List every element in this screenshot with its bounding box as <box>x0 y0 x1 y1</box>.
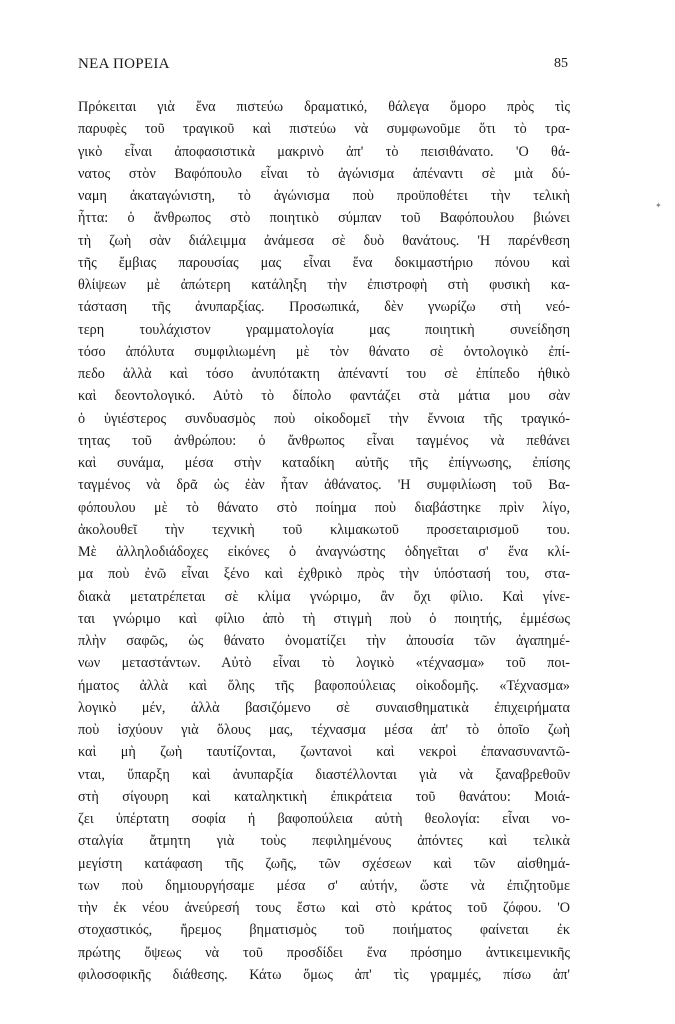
text-line: πρώτης ὄψεως νὰ τοῦ προσδίδει ἕνα πρόσημο ἀντικειμενικῆς <box>78 944 570 961</box>
text-line: στοχαστικός, ἤρεμος βηματισμὸς τοῦ ποιήματος φαίνεται ἐκ <box>78 922 570 939</box>
running-header <box>78 56 568 80</box>
text-line: ἧττα: ὁ ἄνθρωπος στὸ ποιητικὸ σύμπαν τοῦ Βαφόπουλου βιώνει <box>78 210 570 227</box>
text-line: μα ποὺ ἐνῶ εἶναι ξένο καὶ ἐχθρικὸ πρὸς τὴν ὑπόστασή του, στα- <box>78 566 570 583</box>
text-line: τῆς ἔμβιας παρουσίας μας εἶναι ἕνα δοκιμαστήριο πόνου καὶ <box>78 254 570 271</box>
text-line: γικὸ εἶναι ἀποφασιστικὰ μακρινὸ ἀπ' τὸ πεισιθάνατο. 'Ο θά- <box>78 143 570 160</box>
text-line: Πρόκειται γιὰ ἕνα πιστεύω δραματικό, θάλεγα ὅμορο πρὸς τὶς <box>78 99 570 115</box>
text-line: ήματος ἀλλὰ καὶ ὅλης τῆς βαφοπούλειας οἰκοδομῆς. «Τέχνασμα» <box>78 677 570 694</box>
text-line: τόσο ἀπόλυτα συμφιλιωμένη μὲ τὸν θάνατο σὲ ὀντολογικὸ ἐπί- <box>78 343 570 360</box>
text-line: ὁ ὑγιέστερος συνδυασμὸς ποὺ οἰκοδομεῖ τὴν ἔννοια τῆς τραγικό- <box>78 410 570 427</box>
text-line: διακὰ μετατρέπεται σὲ κλίμα γνώριμο, ἂν ὄχι φίλιο. Καὶ γίνε- <box>78 588 570 605</box>
text-line: ἀκολουθεῖ τὴν τεχνικὴ τοῦ κλιμακωτοῦ προσεταιρισμοῦ του. <box>78 521 570 538</box>
text-line: ταγμένος νὰ δρᾶ ὡς ἐὰν ἦταν ἀθάνατος. 'Η συμφιλίωση τοῦ Βα- <box>78 477 570 494</box>
text-line: σταλγία ἄτμητη γιὰ τοὺς πεφιλημένους ἀπόντες καὶ τελικὰ <box>78 833 570 850</box>
text-line: ναμη ἀκαταγώνιστη, τὸ ἀγώνισμα ποὺ προϋποθέτει τὴν τελικὴ <box>78 188 570 204</box>
text-line: στὴ σίγουρη καὶ καταληκτικὴ ἐπικράτεια τοῦ θανάτου: Μοιά- <box>78 788 570 805</box>
text-line: τὴ ζωὴ σὰν διάλειμμα ἀνάμεσα σὲ δυὸ θανάτους. 'Η παρένθεση <box>78 232 570 249</box>
text-line: καὶ συνάμα, μέσα στὴν καταδίκη αὐτῆς τῆς ἐπίγνωσης, ἐπίσης <box>78 455 570 471</box>
text-line: πεδο ἀλλὰ καὶ τόσο ἀνυπότακτη ἀπέναντί του σὲ ἐπίπεδο ἠθικὸ <box>78 366 570 382</box>
margin-speck-mark: ✦ <box>655 201 662 210</box>
text-line: πλὴν σαφῶς, ὡς θάνατο ὀνοματίζει τὴν ἀπουσία τῶν ἀγαπημέ- <box>78 633 570 649</box>
text-line: φιλοσοφικῆς διάθεσης. Κάτω ὅμως ἀπ' τὶς γραμμές, πίσω ἀπ' <box>78 966 570 983</box>
text-line: ται γνώριμο καὶ φίλιο ἀπὸ τὴ στιγμὴ ποὺ ὁ ποιητής, ἐμμέσως <box>78 610 570 627</box>
text-line: παρυφὲς τοῦ τραγικοῦ καὶ πιστεύω νὰ συμφωνοῦμε ὅτι τὸ τρα- <box>78 121 570 138</box>
text-line: καὶ δεοντολογικό. Αὐτὸ τὸ δίπολο φαντάζει στὰ μάτια μου σὰν <box>78 388 570 405</box>
text-line: τερη τουλάχιστον γραμματολογία μας ποιητικὴ συνείδηση <box>78 321 570 338</box>
text-line: νατος στὸν Βαφόπουλο εἶναι τὸ ἀγώνισμα ἀπέναντι σὲ μιὰ δύ- <box>78 165 570 182</box>
text-line: φόπουλου μὲ τὸ θάνατο στὸ ποίημα ποὺ διαβάστηκε πρὶν λίγο, <box>78 499 570 516</box>
text-line: νων μεταστάντων. Αὐτὸ εἶναι τὸ λογικὸ «τέχνασμα» τοῦ ποι- <box>78 655 570 672</box>
text-line: καὶ μὴ ζωὴ ταυτίζονται, ζωντανοὶ καὶ νεκροὶ ἐπανασυναντῶ- <box>78 744 570 761</box>
text-line: Μὲ ἀλληλοδιάδοχες εἰκόνες ὁ ἀναγνώστης ὁδηγεῖται σ' ἕνα κλί- <box>78 544 570 560</box>
text-line: τὴν ἐκ νέου ἀνεύρεσή τους ἔστω καὶ στὸ κράτος τοῦ ζόφου. 'Ο <box>78 900 570 916</box>
page-number: 85 <box>554 56 568 71</box>
text-line: ποὺ ἰσχύουν γιὰ ὅλους μας, τέχνασμα μέσα ἀπ' τὸ ὁποῖο ζωὴ <box>78 722 570 738</box>
text-line: ζει ὑπέρτατη σοφία ἡ βαφοπούλεια αὐτὴ θεολογία: εἶναι νο- <box>78 811 570 827</box>
body-text <box>78 96 570 986</box>
text-line: θλίψεων μὲ ἀπώτερη κατάληξη τὴν ἐπιστροφὴ στὴ φυσικὴ κα- <box>78 277 570 293</box>
text-line: των ποὺ δημιουργήσαμε μέσα σ' αὐτήν, ὥστε νὰ ἐπιζητοῦμε <box>78 877 570 894</box>
text-line: νται, ὕπαρξη καὶ ἀνυπαρξία διαστέλλονται γιὰ νὰ ξαναβρεθοῦν <box>78 766 570 783</box>
text-line: μεγίστη κατάφαση τῆς ζωῆς, τῶν σχέσεων καὶ τῶν αἰσθημά- <box>78 855 570 872</box>
text-line: λογικὸ μέν, ἀλλὰ βασιζόμενο σὲ συναισθηματικὰ ἐπιχειρήματα <box>78 699 570 716</box>
journal-title: ΝΕΑ ΠΟΡΕΙΑ <box>78 56 170 72</box>
text-line: τητας τοῦ ἀνθρώπου: ὁ ἄνθρωπος εἶναι ταγμένος νὰ πεθάνει <box>78 432 570 449</box>
text-line: τάσταση τῆς ἀνυπαρξίας. Προσωπικά, δὲν γνωρίζω στὴ νεό- <box>78 299 570 316</box>
